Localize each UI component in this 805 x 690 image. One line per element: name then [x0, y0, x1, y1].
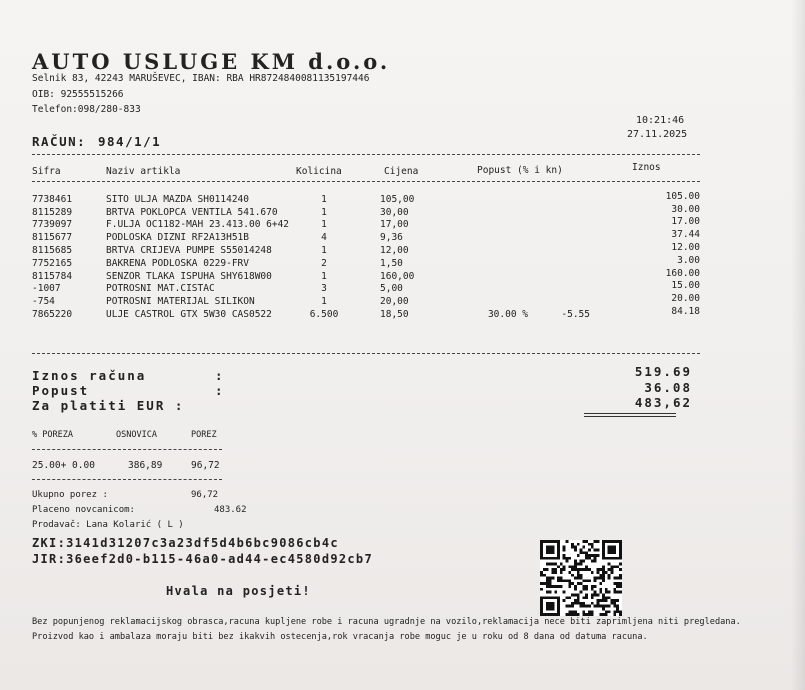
company-oib: OIB: 92555515266	[32, 89, 124, 100]
company-name: AUTO USLUGE KM d.o.o.	[32, 49, 391, 74]
item-naziv: BRTVA POKLOPCA VENTILA 541.670	[106, 206, 278, 218]
col-popust: Popust (% i kn)	[477, 165, 563, 176]
item-popust-pct	[448, 193, 528, 206]
item-naziv: BRTVA CRIJEVA PUMPE S55014248	[106, 245, 272, 257]
discount-value: 36.08	[644, 380, 692, 395]
footer-line-1: Bez popunjenog reklamacijskog obrasca,racuna kupljene robe i racuna ugradnje na vozilo,reklamacija nece biti zaprimljena niti pregledana.	[32, 617, 741, 627]
item-cijena: 20,00	[380, 296, 409, 308]
col-naziv: Naziv artikla	[106, 166, 181, 177]
item-cijena: 18,50	[380, 309, 409, 321]
items-table	[32, 190, 700, 321]
tax-amount: 96,72	[191, 460, 220, 471]
item-cijena: 5,00	[380, 283, 403, 295]
item-popust-kn	[528, 193, 590, 206]
paid-cash-value: 483.62	[214, 505, 247, 515]
tax-total-value: 96,72	[191, 490, 219, 500]
item-kolicina: 1	[321, 245, 327, 257]
item-naziv: PODLOSKA DIZNI RF2A13H51B	[106, 232, 249, 244]
item-sifra: 8115289	[32, 206, 73, 218]
item-popust-pct	[448, 219, 528, 232]
item-popust-kn: -5.55	[561, 309, 590, 321]
thank-you: Hvala na posjeti!	[166, 584, 311, 598]
item-popust-kn	[528, 206, 590, 219]
col-cijena: Cijena	[384, 166, 419, 177]
total-label: Iznos računa	[32, 368, 147, 383]
item-iznos: 105.00	[665, 190, 700, 202]
item-kolicina: 1	[321, 296, 327, 308]
item-kolicina: 4	[321, 232, 327, 244]
item-popust-pct	[448, 295, 528, 308]
item-iznos: 84.18	[671, 306, 700, 318]
discount-colon: :	[215, 383, 225, 398]
item-row	[32, 308, 700, 321]
item-sifra: 7752165	[32, 257, 73, 269]
item-naziv: POTROSNI MAT.CISTAC	[106, 283, 215, 295]
item-iznos: 30.00	[671, 203, 700, 215]
item-sifra: 7739097	[32, 219, 73, 231]
double-underline	[584, 416, 676, 417]
company-phone: Telefon:098/280-833	[32, 104, 141, 115]
item-kolicina: 1	[321, 206, 327, 218]
footer-line-2: Proizvod kao i ambalaza moraju biti bez ikakvih ostecenja,rok vracanja robe moguc je u roku od 8 dana od datuma racuna.	[32, 632, 648, 642]
item-naziv: SENZOR TLAKA ISPUHA SHY618W00	[106, 270, 272, 282]
col-sifra: Sifra	[32, 166, 61, 177]
invoice-date: 27.11.2025	[627, 129, 688, 140]
item-iznos: 160.00	[665, 267, 700, 279]
divider	[32, 479, 222, 480]
to-pay-label: Za platiti EUR :	[32, 398, 185, 413]
tax-total-label: Ukupno porez :	[32, 490, 108, 500]
item-iznos: 12.00	[671, 242, 700, 254]
item-sifra: -754	[32, 296, 55, 308]
item-cijena: 17,00	[380, 219, 409, 231]
item-popust-pct	[448, 206, 528, 219]
tax-rate: 25.00+ 0.00	[32, 460, 95, 471]
item-popust-kn	[528, 295, 590, 308]
tax-col-tax: POREZ	[191, 430, 217, 440]
item-popust-kn	[528, 244, 590, 257]
item-naziv: POTROSNI MATERIJAL SILIKON	[106, 296, 255, 308]
paid-cash-label: Placeno novcanicom:	[32, 505, 135, 515]
divider	[32, 449, 222, 450]
item-iznos: 20.00	[671, 293, 700, 305]
item-kolicina: 6.500	[309, 309, 339, 321]
qr-code	[540, 540, 622, 616]
item-kolicina: 1	[321, 270, 327, 282]
discount-label: Popust	[32, 383, 90, 398]
item-cijena: 105,00	[380, 193, 415, 205]
item-cijena: 160,00	[380, 270, 415, 282]
divider	[32, 353, 700, 354]
page-shadow	[791, 0, 805, 690]
item-popust-pct	[448, 244, 528, 257]
item-kolicina: 1	[321, 219, 327, 231]
col-iznos: Iznos	[632, 162, 661, 173]
item-popust-kn	[528, 270, 590, 283]
total-colon: :	[215, 368, 225, 383]
tax-col-base: OSNOVICA	[116, 430, 157, 440]
invoice-number: 984/1/1	[98, 134, 162, 149]
col-kolicina: Kolicina	[296, 166, 342, 177]
item-kolicina: 2	[321, 257, 327, 269]
jir-code: JIR:36eef2d0-b115-46a0-ad44-ec4580d92cb7	[32, 552, 373, 566]
item-popust-pct	[448, 283, 528, 296]
item-cijena: 9,36	[380, 232, 403, 244]
divider	[32, 154, 700, 155]
tax-base: 386,89	[128, 460, 163, 471]
invoice-label: RAČUN:	[32, 134, 87, 149]
item-iznos: 15.00	[671, 280, 700, 292]
item-naziv: BAKRENA PODLOSKA 0229-FRV	[106, 257, 249, 269]
zki-code: ZKI:3141d31207c3a23df5d4b6bc9086cb4c	[32, 536, 339, 550]
total-value: 519.69	[634, 364, 692, 379]
item-popust-kn	[528, 219, 590, 232]
item-naziv: F.ULJA OC1182-MAH 23.413.00 6+42	[106, 219, 290, 231]
item-popust-pct	[448, 231, 528, 244]
item-cijena: 12,00	[380, 245, 409, 257]
item-popust-kn	[528, 231, 590, 244]
item-popust-kn	[528, 283, 590, 296]
tax-col-pct: % POREZA	[32, 430, 73, 440]
divider	[32, 181, 700, 182]
item-sifra: 8115685	[32, 245, 73, 257]
item-iznos: 3.00	[677, 254, 700, 266]
item-kolicina: 3	[321, 283, 327, 295]
item-naziv: SITO ULJA MAZDA SH0114240	[106, 193, 249, 205]
item-sifra: 8115677	[32, 232, 73, 244]
item-sifra: 7738461	[32, 193, 73, 205]
double-underline	[584, 413, 676, 414]
item-iznos: 37.44	[671, 229, 700, 241]
item-iznos: 17.00	[671, 216, 700, 228]
invoice-time: 10:21:46	[636, 115, 685, 126]
item-sifra: 8115784	[32, 270, 73, 282]
item-sifra: -1007	[32, 283, 61, 295]
item-cijena: 1,50	[380, 257, 403, 269]
item-popust-pct	[448, 270, 528, 283]
item-kolicina: 1	[321, 193, 327, 205]
item-popust-pct	[448, 257, 528, 270]
item-sifra: 7865220	[32, 309, 73, 321]
company-address: Selnik 83, 42243 MARUŠEVEC, IBAN: RBA HR8724840081135197446	[32, 73, 370, 84]
item-popust-kn	[528, 257, 590, 270]
item-popust-pct: 30.00 %	[487, 309, 528, 321]
item-naziv: ULJE CASTROL GTX 5W30 CAS0522	[106, 309, 272, 321]
item-cijena: 30,00	[380, 206, 409, 218]
seller: Prodavač: Lana Kolarić ( L )	[32, 520, 184, 530]
to-pay-value: 483,62	[634, 395, 692, 410]
